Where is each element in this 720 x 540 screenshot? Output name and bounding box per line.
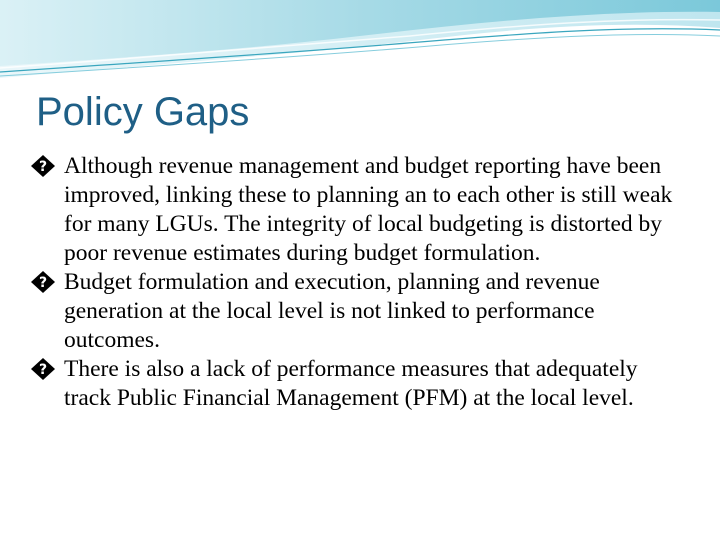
- bullet-text: Budget formulation and execution, planning and revenue generation at the local level is not linked to performance outcomes.: [64, 269, 600, 353]
- svg-text:?: ?: [38, 275, 48, 291]
- list-item: [30, 355, 690, 413]
- list-item: [30, 152, 690, 268]
- replacement-glyph-icon: [30, 154, 56, 178]
- bullet-text: There is also a lack of performance measures that adequately track Public Financial Management (PFM) at the local level.: [64, 356, 638, 411]
- bullet-text: Although revenue management and budget reporting have been improved, linking these to planning an to each other is still weak for many LGUs. The integrity of local budgeting is distorted by poor revenue estimates during budget formulation.: [64, 153, 673, 266]
- header-wave-decoration: [0, 0, 720, 90]
- slide-title: Policy Gaps: [36, 90, 250, 134]
- replacement-glyph-icon: [30, 357, 56, 381]
- list-item: [30, 268, 690, 355]
- svg-text:?: ?: [38, 362, 48, 378]
- svg-text:?: ?: [38, 159, 48, 175]
- replacement-glyph-icon: [30, 270, 56, 294]
- bullet-list: [30, 152, 690, 413]
